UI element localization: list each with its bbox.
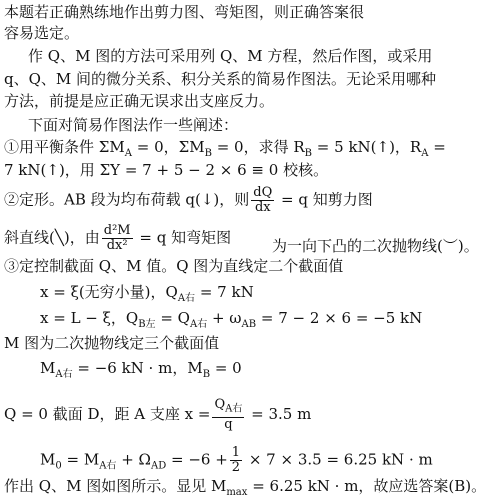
text-line: 为一向下凸的二次抛物线(︶)。 — [272, 237, 479, 255]
equation-line: x = L − ξ，$Q_{B左} = Q_{A右} + \omega_{AB} = 7 - 2 \times 6 = -5$ kN — [40, 309, 423, 330]
fraction: $\frac{Q_{A右}}{q}$ — [214, 397, 243, 432]
fraction: $\frac{dQ}{dx}$ — [253, 185, 273, 215]
fraction: $\frac{\text{d²M}}{\text{dx²}}$ — [103, 223, 131, 253]
text-line: 下面对简易作图法作一些阐述： — [28, 116, 239, 134]
text-line: 本题若正确熟练地作出剪力图、弯矩图，则正确答案很 — [4, 3, 365, 21]
text-line: 容易选定。 — [4, 24, 80, 42]
text-line: q、Q、M 间的微分关系、积分关系的简易作图法。无论采用哪种 — [4, 70, 437, 88]
text-line: 作 Q、M 图的方法可采用列 Q、M 方程，然后作图，或采用 — [28, 47, 433, 65]
fraction: $\frac{1}{2}$ — [231, 445, 241, 475]
equation-line: $M_{A右} = -6$ kN · m，$M_B = 0$ — [40, 359, 242, 380]
equation-line: ①用平衡条件 $\Sigma M_A = 0$，$\Sigma M_B = 0$，求得 $R_B = 5$ kN(↑)，$R_A$ = — [4, 138, 446, 159]
text-line: 作出 Q、M 图如图所示。显见 $M_{max} = 6.25$ kN · m，故应选答案(B)。 — [4, 477, 487, 498]
equation-line: 斜直线(╲)，由 $\frac{\text{d²M}}{\text{dx²}}$ = q 知弯矩图 — [4, 223, 232, 253]
text-line: ③定控制截面 Q、M 值。Q 图为直线定二个截面值 — [4, 257, 344, 275]
equation-line: 7 kN(↑)，用 ΣY = 7 + 5 − 2 × 6 ≡ 0 校核。 — [4, 161, 329, 179]
equation-line: $M_0 = M_{A右} + \Omega_{AD} = -6$ + $\frac{1}{2}$ × 7 × 3.5 = 6.25 kN · m — [40, 445, 433, 475]
equation-line: Q = 0 截面 D，距 A 支座 x = $\frac{Q_{A右}}{q}$ = 3.5 m — [4, 397, 312, 432]
equation-line: x = ξ(无穷小量)，$Q_{A右} = 7$ kN — [40, 283, 254, 304]
text-line: 方法，前提是应正确无误求出支座反力。 — [4, 92, 275, 110]
text-line: M 图为二次抛物线定三个截面值 — [4, 334, 220, 352]
equation-line: ②定形。AB 段为均布荷载 q(↓)，则 $\frac{dQ}{dx}$ = q 知剪力图 — [4, 185, 373, 215]
